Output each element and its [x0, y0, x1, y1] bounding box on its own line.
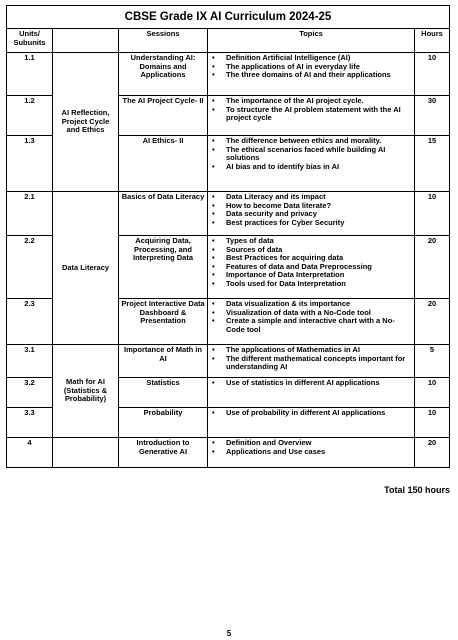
session-name: Statistics — [119, 378, 208, 408]
session-name: AI Ethics- II — [119, 136, 208, 192]
topic-item: • The difference between ethics and morality. — [210, 137, 412, 146]
topics-list — [210, 237, 412, 289]
topics-list — [210, 97, 412, 123]
header-row — [7, 29, 450, 53]
unit-number: 2.1 — [7, 192, 53, 236]
title-row — [7, 6, 450, 29]
unit-number: 1.2 — [7, 96, 53, 136]
hours-value: 20 — [415, 236, 450, 299]
curriculum-table — [6, 5, 450, 468]
session-name: Probability — [119, 408, 208, 438]
topic-item: • Use of probability in different AI applications — [210, 409, 412, 418]
topic-item: • The ethical scenarios faced while building AI solutions — [210, 146, 412, 163]
hours-value: 10 — [415, 53, 450, 96]
session-name: The AI Project Cycle- II — [119, 96, 208, 136]
unit-number: 2.3 — [7, 299, 53, 345]
hours-value: 15 — [415, 136, 450, 192]
topic-item: • Tools used for Data Interpretation — [210, 280, 412, 289]
topic-item: • Importance of Data Interpretation — [210, 271, 412, 280]
session-name: Acquiring Data, Processing, and Interpreting Data — [119, 236, 208, 299]
topics-list — [210, 137, 412, 171]
unit-number: 3.1 — [7, 345, 53, 378]
page-number: 5 — [226, 629, 232, 638]
topics-list — [210, 193, 412, 227]
topic-item: • Create a simple and interactive chart with a No-Code tool — [210, 317, 412, 334]
session-name: Introduction to Generative AI — [119, 438, 208, 468]
theme-blank — [53, 438, 119, 468]
topic-item: • Features of data and Data Preprocessing — [210, 263, 412, 272]
table-row — [7, 53, 450, 96]
topic-item: • The importance of the AI project cycle. — [210, 97, 412, 106]
topics-list — [210, 346, 412, 372]
table-row — [7, 345, 450, 378]
table-row — [7, 192, 450, 236]
topic-item: • Use of statistics in different AI applications — [210, 379, 412, 388]
unit-number: 4 — [7, 438, 53, 468]
topics-cell — [208, 192, 415, 236]
topics-cell — [208, 378, 415, 408]
sessions-header: Sessions — [119, 29, 208, 53]
topics-list — [210, 439, 412, 456]
topic-item: • The different mathematical concepts important for understanding AI — [210, 355, 412, 372]
session-name: Understanding AI: Domains and Applications — [119, 53, 208, 96]
topic-item: • Best Practices for acquiring data — [210, 254, 412, 263]
topics-cell — [208, 299, 415, 345]
hours-value: 20 — [415, 299, 450, 345]
unit-number: 1.3 — [7, 136, 53, 192]
unit-number: 2.2 — [7, 236, 53, 299]
topic-item: • Applications and Use cases — [210, 448, 412, 457]
topic-item: • The applications of Mathematics in AI — [210, 346, 412, 355]
topic-item: • AI bias and to identify bias in AI — [210, 163, 412, 172]
session-name: Importance of Math in AI — [119, 345, 208, 378]
topics-list — [210, 379, 412, 388]
topics-list — [210, 300, 412, 334]
hours-value: 30 — [415, 96, 450, 136]
topics-cell — [208, 53, 415, 96]
topic-item: • The applications of AI in everyday life — [210, 63, 412, 72]
theme-math-for-ai: Math for AI (Statistics & Probability) — [53, 345, 119, 438]
total-hours: Total 150 hours — [384, 485, 450, 495]
topic-item: • Data security and privacy — [210, 210, 412, 219]
topics-header: Topics — [208, 29, 415, 53]
hours-value: 10 — [415, 192, 450, 236]
topics-cell — [208, 345, 415, 378]
topic-item: • Best practices for Cyber Security — [210, 219, 412, 228]
theme-ai-reflection: AI Reflection, Project Cycle and Ethics — [53, 53, 119, 192]
table-title: CBSE Grade IX AI Curriculum 2024-25 — [7, 6, 450, 29]
theme-header-blank — [53, 29, 119, 53]
unit-number: 3.2 — [7, 378, 53, 408]
topic-item: • Definition and Overview — [210, 439, 412, 448]
topic-item: • Data visualization & its importance — [210, 300, 412, 309]
topics-list — [210, 54, 412, 80]
topic-item: • Definition Artificial Intelligence (AI) — [210, 54, 412, 63]
hours-value: 10 — [415, 378, 450, 408]
unit-number: 1.1 — [7, 53, 53, 96]
hours-value: 10 — [415, 408, 450, 438]
theme-data-literacy: Data Literacy — [53, 192, 119, 345]
topic-item: • Types of data — [210, 237, 412, 246]
topic-item: • Visualization of data with a No-Code tool — [210, 309, 412, 318]
topics-cell — [208, 408, 415, 438]
topics-cell — [208, 438, 415, 468]
topic-item: • The three domains of AI and their applications — [210, 71, 412, 80]
hours-value: 5 — [415, 345, 450, 378]
hours-header: Hours — [415, 29, 450, 53]
table-row — [7, 438, 450, 468]
session-name: Project Interactive Data Dashboard & Presentation — [119, 299, 208, 345]
topic-item: • Data Literacy and its impact — [210, 193, 412, 202]
topic-item: • How to become Data literate? — [210, 202, 412, 211]
topic-item: • To structure the AI problem statement with the AI project cycle — [210, 106, 412, 123]
unit-number: 3.3 — [7, 408, 53, 438]
hours-value: 20 — [415, 438, 450, 468]
units-header: Units/ Subunits — [7, 29, 53, 53]
topics-cell — [208, 96, 415, 136]
topics-cell — [208, 236, 415, 299]
topics-list — [210, 409, 412, 418]
topics-cell — [208, 136, 415, 192]
session-name: Basics of Data Literacy — [119, 192, 208, 236]
topic-item: • Sources of data — [210, 246, 412, 255]
